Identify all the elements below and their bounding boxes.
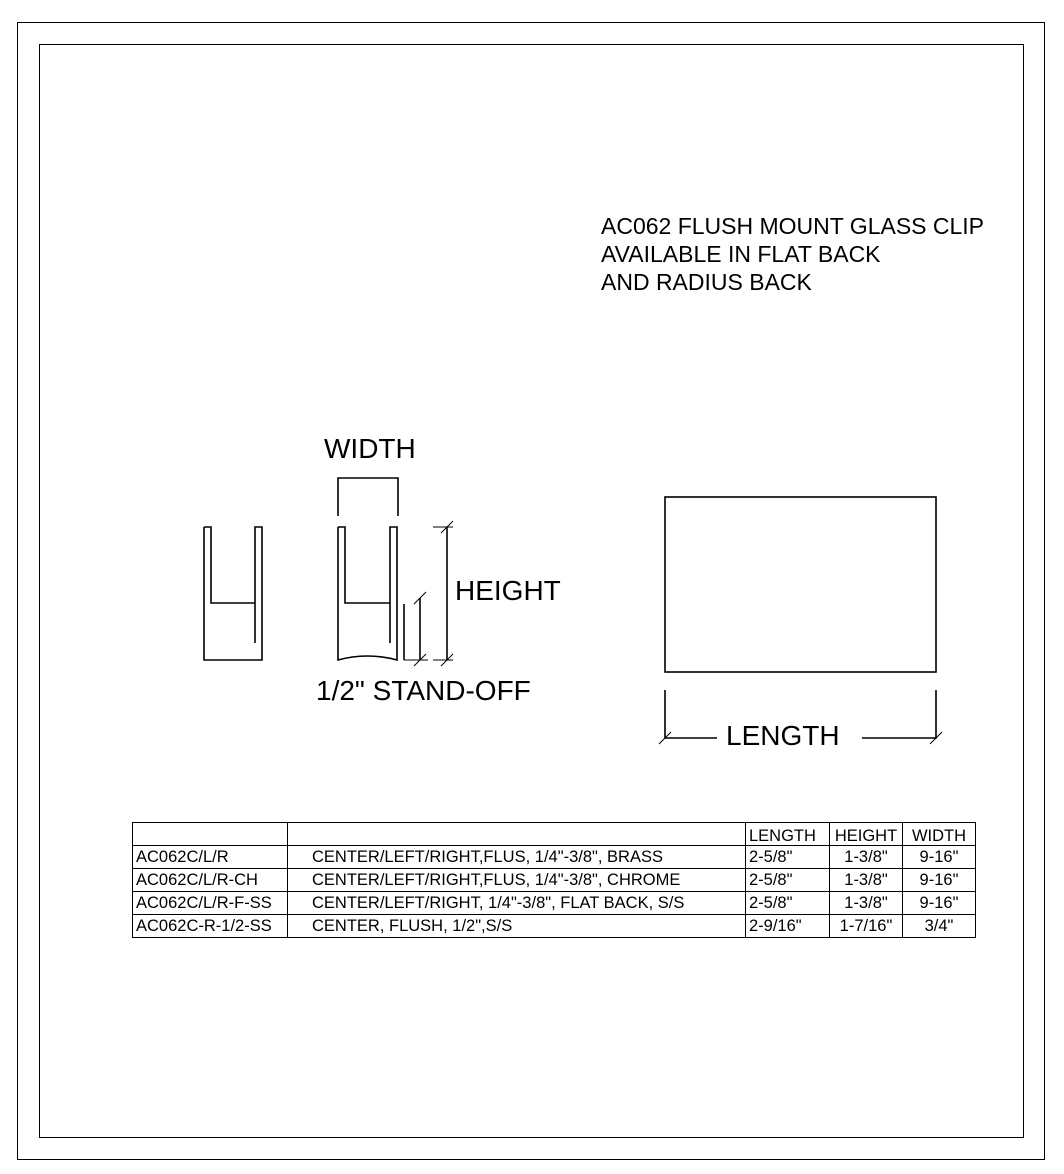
width-label: WIDTH [324, 433, 416, 464]
table-header-row [133, 823, 976, 846]
width-value: 9-16" [903, 892, 976, 915]
header-length: LENGTH [746, 823, 830, 846]
table-row [133, 892, 976, 915]
length-value: 2-5/8" [746, 892, 830, 915]
length-label: LENGTH [726, 720, 840, 751]
header-description [288, 823, 746, 846]
header-width: WIDTH [903, 823, 976, 846]
part-number: AC062C/L/R [133, 846, 288, 869]
height-value: 1-3/8" [830, 846, 903, 869]
description: CENTER, FLUSH, 1/2",S/S [288, 915, 746, 938]
description: CENTER/LEFT/RIGHT,FLUS, 1/4"-3/8", BRASS [288, 846, 746, 869]
table-row [133, 846, 976, 869]
standoff-label: 1/2" STAND-OFF [316, 675, 531, 706]
radius-back-clip-profile [338, 527, 404, 660]
clip-face-view [665, 497, 936, 672]
width-dimension [338, 478, 398, 516]
height-value: 1-3/8" [830, 869, 903, 892]
title-line-3: AND RADIUS BACK [601, 269, 812, 295]
description: CENTER/LEFT/RIGHT, 1/4"-3/8", FLAT BACK, S/S [288, 892, 746, 915]
title-line-2: AVAILABLE IN FLAT BACK [601, 241, 881, 267]
width-value: 9-16" [903, 869, 976, 892]
header-height: HEIGHT [830, 823, 903, 846]
standoff-dimension [404, 592, 428, 666]
width-value: 3/4" [903, 915, 976, 938]
flat-back-clip-profile [204, 527, 262, 660]
title-line-1: AC062 FLUSH MOUNT GLASS CLIP [601, 213, 985, 239]
height-dimension [433, 521, 453, 666]
description: CENTER/LEFT/RIGHT,FLUS, 1/4"-3/8", CHROME [288, 869, 746, 892]
width-value: 9-16" [903, 846, 976, 869]
part-number: AC062C-R-1/2-SS [133, 915, 288, 938]
height-value: 1-3/8" [830, 892, 903, 915]
length-value: 2-5/8" [746, 869, 830, 892]
height-label: HEIGHT [455, 575, 561, 606]
table-row [133, 869, 976, 892]
header-part [133, 823, 288, 846]
spec-table [132, 822, 976, 938]
height-value: 1-7/16" [830, 915, 903, 938]
part-number: AC062C/L/R-F-SS [133, 892, 288, 915]
length-value: 2-9/16" [746, 915, 830, 938]
part-number: AC062C/L/R-CH [133, 869, 288, 892]
table-row [133, 915, 976, 938]
length-value: 2-5/8" [746, 846, 830, 869]
